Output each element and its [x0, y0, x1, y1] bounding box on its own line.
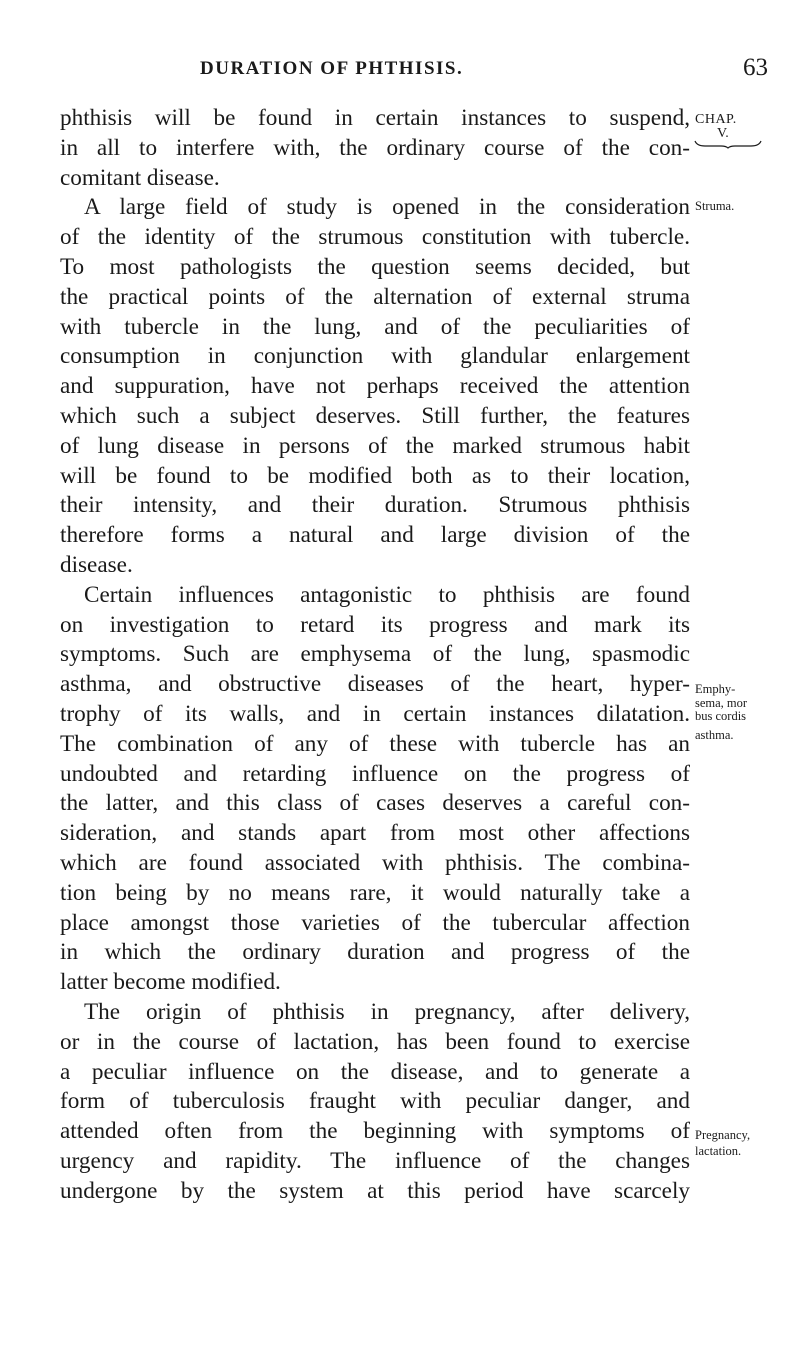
text-line: asthma, and obstructive diseases of the heart, hyper-: [60, 671, 690, 698]
text-line: A large field of study is opened in the consideration: [84, 194, 690, 221]
text-line: form of tuberculosis fraught with peculiar danger, and: [60, 1088, 690, 1115]
text-line: therefore forms a natural and large division of the: [60, 522, 690, 549]
text-line: phthisis will be found in certain instances to suspend,: [60, 105, 690, 131]
chapter-label: CHAP.: [695, 112, 737, 127]
text-line: undoubted and retarding influence on the progress of: [60, 760, 690, 787]
margin-note-pregnancy: Pregnancy,: [695, 1128, 751, 1142]
text-line: of the identity of the strumous constitution with tubercle.: [60, 224, 690, 251]
margin-note-struma: Struma.: [695, 199, 735, 213]
chapter-roman-numeral: V.: [717, 126, 729, 141]
text-line: the latter, and this class of cases deserves a careful con-: [60, 790, 690, 817]
text-line: tion being by no means rare, it would naturally take a: [60, 879, 690, 906]
margin-note-emphysema: sema, mor: [695, 696, 748, 710]
text-line: To most pathologists the question seems decided, but: [60, 253, 690, 280]
margin-note-pregnancy: lactation.: [695, 1144, 742, 1158]
text-line: disease.: [60, 551, 133, 578]
text-line: in all to interfere with, the ordinary course of the con-: [60, 134, 690, 161]
running-head: [60, 54, 768, 88]
text-line: will be found to be modified both as to their location,: [60, 462, 690, 489]
chapter-brace-icon: [693, 139, 763, 149]
text-line: latter become modified.: [60, 969, 281, 996]
text-line: their intensity, and their duration. Strumous phthisis: [60, 492, 690, 519]
text-line: trophy of its walls, and in certain instances dilatation.: [60, 700, 690, 727]
margin-note-emphysema: Emphy-: [695, 682, 736, 696]
page-number: 63: [743, 54, 768, 81]
text-line: on investigation to retard its progress and mark its: [60, 611, 690, 638]
text-line: symptoms. Such are emphysema of the lung, spasmodic: [60, 641, 690, 668]
text-line: consumption in conjunction with glandular enlargement: [60, 343, 690, 370]
text-line: place amongst those varieties of the tubercular affection: [60, 909, 690, 936]
text-line: urgency and rapidity. The influence of the changes: [60, 1147, 690, 1174]
text-line: Certain influences antagonistic to phthisis are found: [84, 581, 690, 608]
text-line: with tubercle in the lung, and of the peculiarities of: [60, 313, 690, 340]
margin-note-emphysema: bus cordis: [695, 709, 747, 723]
text-line: a peculiar influence on the disease, and to generate a: [60, 1058, 690, 1085]
text-line: the practical points of the alternation of external struma: [60, 283, 690, 310]
text-line: which such a subject deserves. Still further, the features: [60, 402, 690, 429]
text-line: sideration, and stands apart from most other affections: [60, 820, 690, 847]
text-line: or in the course of lactation, has been found to exercise: [60, 1028, 690, 1055]
text-line: which are found associated with phthisis. The combina-: [60, 849, 690, 876]
text-line: The combination of any of these with tubercle has an: [60, 730, 690, 757]
text-line: of lung disease in persons of the marked strumous habit: [60, 432, 690, 459]
text-line: undergone by the system at this period have scarcely: [60, 1177, 690, 1204]
text-line: and suppuration, have not perhaps received the attention: [60, 373, 690, 400]
running-title: DURATION OF PHTHISIS.: [200, 58, 464, 79]
text-line: in which the ordinary duration and progress of the: [60, 939, 690, 966]
text-line: attended often from the beginning with symptoms of: [60, 1118, 690, 1145]
text-line: The origin of phthisis in pregnancy, after delivery,: [84, 998, 690, 1025]
body-text: [60, 104, 690, 1206]
text-line: comitant disease.: [60, 164, 220, 191]
margin-note-emphysema: asthma.: [695, 728, 734, 742]
